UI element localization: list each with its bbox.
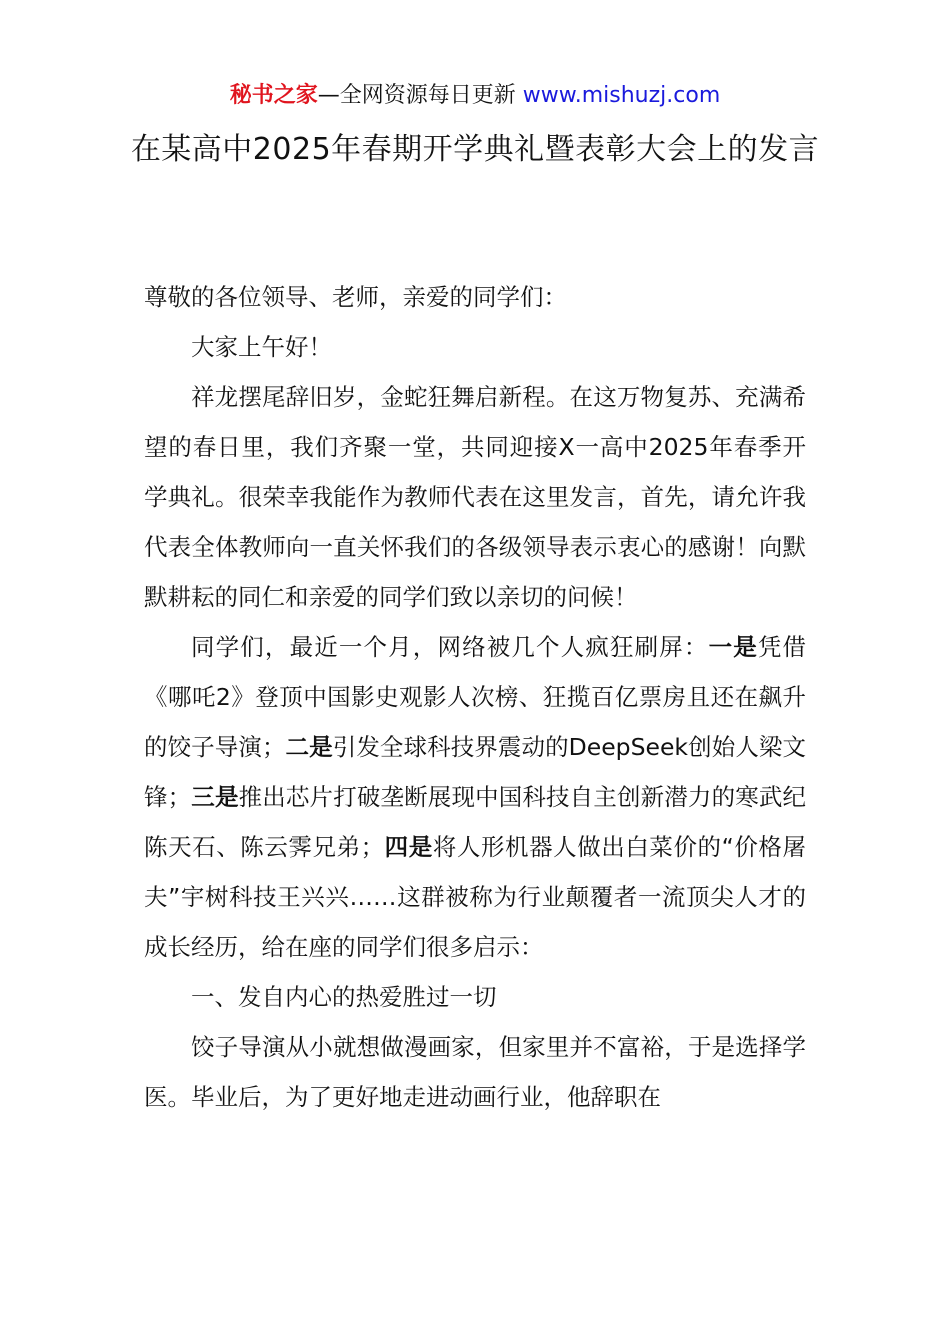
site-url-link[interactable]: www.mishuzj.com: [522, 83, 721, 108]
site-tagline: —全网资源每日更新: [317, 83, 523, 108]
greeting-paragraph: 大家上午好！: [191, 333, 332, 361]
marker-second: 二是: [285, 733, 333, 761]
example-third: 推出芯片打破垄断展现中国科技自主创新潜力的寒武纪陈天石、陈云霁兄弟；: [144, 783, 807, 861]
document-body: [144, 272, 806, 1122]
examples-paragraph: [144, 622, 806, 972]
marker-third: 三是: [191, 783, 239, 811]
example-second: 引发全球科技界震动的DeepSeek创始人梁文锋；: [144, 733, 807, 811]
example-first: 凭借《哪吒2》登顶中国影史观影人次榜、狂揽百亿票房且还在飙升的饺子导演；: [144, 633, 807, 761]
example-fourth: 将人形机器人做出白菜价的“价格屠夫”宇树科技王兴兴……这群被称为行业颠覆者一流顶尖人才的成长经历，给在座的同学们很多启示：: [144, 833, 806, 961]
marker-fourth: 四是: [384, 833, 433, 861]
document-title: 在某高中2025年春期开学典礼暨表彰大会上的发言: [130, 132, 820, 167]
site-header: [0, 80, 950, 112]
opening-paragraph: 祥龙摆尾辞旧岁，金蛇狂舞启新程。在这万物复苏、充满希望的春日里，我们齐聚一堂，共同迎接X一高中2025年春季开学典礼。很荣幸我能作为教师代表在这里发言，首先，请允许我代表全体教师向一直关怀我们的各级领导表示衷心的感谢！向默默耕耘的同仁和亲爱的同学们致以亲切的问候！: [144, 383, 806, 611]
examples-intro: 同学们，最近一个月，网络被几个人疯狂刷屏：: [191, 633, 709, 661]
site-brand: 秘书之家: [229, 83, 318, 108]
section-heading-1: 一、发自内心的热爱胜过一切: [191, 983, 497, 1011]
marker-first: 一是: [708, 633, 758, 661]
salutation-paragraph: 尊敬的各位领导、老师，亲爱的同学们：: [144, 283, 567, 311]
section-1-paragraph: 饺子导演从小就想做漫画家，但家里并不富裕，于是选择学医。毕业后，为了更好地走进动画行业，他辞职在: [144, 1033, 806, 1111]
